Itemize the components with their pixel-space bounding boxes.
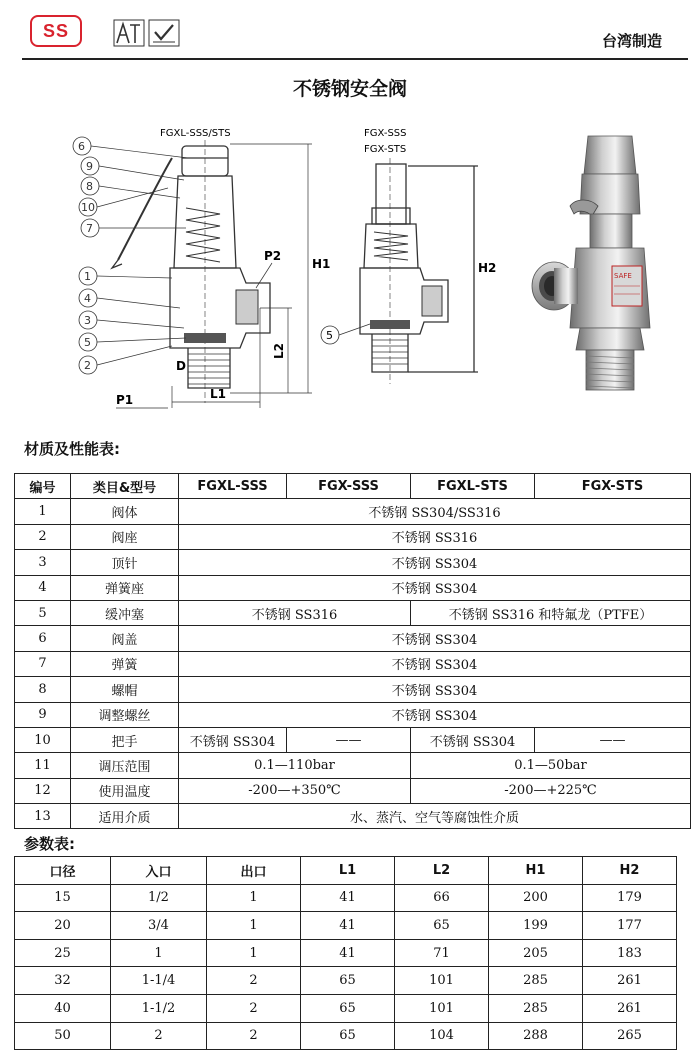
material-cell: ——: [535, 727, 691, 752]
param-cell: 205: [489, 939, 583, 967]
table-row: [15, 524, 691, 549]
part-name: 使用温度: [71, 778, 179, 803]
part-name: 缓冲塞: [71, 600, 179, 625]
callout-10: 10: [81, 201, 95, 214]
part-name: 阀体: [71, 499, 179, 524]
row-number: 7: [15, 651, 71, 676]
param-cell: 20: [15, 912, 111, 940]
material-cell: 不锈钢 SS304: [179, 677, 691, 702]
row-number: 8: [15, 677, 71, 702]
row-number: 11: [15, 753, 71, 778]
row-number: 13: [15, 804, 71, 829]
col-header: L2: [395, 857, 489, 885]
table-row: [15, 702, 691, 727]
callout-9: 9: [86, 160, 93, 173]
material-cell: 0.1—50bar: [411, 753, 691, 778]
row-number: 12: [15, 778, 71, 803]
part-name: 适用介质: [71, 804, 179, 829]
part-name: 弹簧座: [71, 575, 179, 600]
nameplate-text: SAFE: [614, 272, 632, 280]
param-cell: 50: [15, 1022, 111, 1050]
material-cell: 不锈钢 SS304/SS316: [179, 499, 691, 524]
table-row: [15, 967, 677, 995]
callout-7: 7: [86, 222, 93, 235]
material-cell: 不锈钢 SS304: [179, 727, 287, 752]
table-row: [15, 753, 691, 778]
col-header: 出口: [207, 857, 301, 885]
param-cell: 288: [489, 1022, 583, 1050]
certification-logos-icon: [113, 19, 181, 47]
row-number: 1: [15, 499, 71, 524]
table-row: [15, 1022, 677, 1050]
param-cell: 41: [301, 939, 395, 967]
label-d: D: [176, 359, 186, 373]
label-h2: H2: [478, 261, 497, 275]
param-cell: 41: [301, 912, 395, 940]
param-cell: 1/2: [111, 884, 207, 912]
material-cell: 不锈钢 SS316: [179, 600, 411, 625]
param-cell: 2: [207, 1022, 301, 1050]
fgx-caption-sts: FGX-STS: [364, 144, 407, 155]
col-header: 口径: [15, 857, 111, 885]
param-cell: 1-1/2: [111, 994, 207, 1022]
param-cell: 285: [489, 994, 583, 1022]
param-cell: 285: [489, 967, 583, 995]
col-header: FGX-STS: [535, 474, 691, 499]
material-cell: 不锈钢 SS316 和特氟龙（PTFE）: [411, 600, 691, 625]
param-cell: 65: [301, 967, 395, 995]
param-cell: 25: [15, 939, 111, 967]
materials-table: [14, 473, 691, 829]
param-cell: 15: [15, 884, 111, 912]
material-cell: 0.1—110bar: [179, 753, 411, 778]
param-cell: 66: [395, 884, 489, 912]
row-number: 2: [15, 524, 71, 549]
fgxl-section-drawing: [60, 118, 335, 418]
made-in-taiwan: 台湾制造: [601, 32, 662, 50]
table-row: [15, 499, 691, 524]
table-row: [15, 912, 677, 940]
valve-photo: [520, 128, 672, 396]
col-header: 入口: [111, 857, 207, 885]
label-h1: H1: [312, 257, 331, 271]
row-number: 5: [15, 600, 71, 625]
material-cell: -200—+225℃: [411, 778, 691, 803]
label-p2: P2: [264, 249, 282, 263]
param-cell: 32: [15, 967, 111, 995]
param-cell: 1: [207, 912, 301, 940]
param-cell: 265: [583, 1022, 677, 1050]
part-name: 弹簧: [71, 651, 179, 676]
part-name: 阀座: [71, 524, 179, 549]
callout-1: 1: [84, 270, 91, 283]
fgx-caption-sss: FGX-SSS: [364, 128, 407, 139]
part-name: 螺帽: [71, 677, 179, 702]
param-cell: 1: [207, 939, 301, 967]
label-l1: L1: [210, 387, 226, 401]
material-cell: 水、蒸汽、空气等腐蚀性介质: [179, 804, 691, 829]
table-row: [15, 677, 691, 702]
part-name: 调整螺丝: [71, 702, 179, 727]
table-row: [15, 939, 677, 967]
material-cell: 不锈钢 SS304: [179, 651, 691, 676]
parameters-table: [14, 856, 677, 1050]
part-name: 调压范围: [71, 753, 179, 778]
page-title: 不锈钢安全阀: [292, 78, 407, 100]
fgx-callout-5: 5: [326, 329, 333, 342]
param-cell: 65: [301, 994, 395, 1022]
row-number: 4: [15, 575, 71, 600]
table-row: [15, 626, 691, 651]
material-cell: 不锈钢 SS304: [179, 702, 691, 727]
param-cell: 1-1/4: [111, 967, 207, 995]
param-cell: 65: [395, 912, 489, 940]
param-cell: 2: [111, 1022, 207, 1050]
param-cell: 3/4: [111, 912, 207, 940]
callout-2: 2: [84, 359, 91, 372]
part-name: 顶针: [71, 550, 179, 575]
materials-heading: 材质及性能表:: [24, 440, 120, 458]
brand-logo: SS: [30, 15, 82, 47]
param-cell: 261: [583, 994, 677, 1022]
row-number: 10: [15, 727, 71, 752]
param-cell: 179: [583, 884, 677, 912]
part-name: 把手: [71, 727, 179, 752]
table-row: [15, 804, 691, 829]
callout-4: 4: [84, 292, 91, 305]
fgx-section-drawing: [312, 122, 497, 387]
parameters-heading: 参数表:: [24, 835, 75, 853]
material-cell: 不锈钢 SS304: [179, 626, 691, 651]
param-cell: 65: [301, 1022, 395, 1050]
callout-3: 3: [84, 314, 91, 327]
param-cell: 41: [301, 884, 395, 912]
param-cell: 261: [583, 967, 677, 995]
col-header: L1: [301, 857, 395, 885]
table-row: [15, 600, 691, 625]
param-cell: 40: [15, 994, 111, 1022]
row-number: 3: [15, 550, 71, 575]
table-row: [15, 651, 691, 676]
material-cell: 不锈钢 SS304: [179, 575, 691, 600]
parameters-header-row: [15, 857, 677, 885]
callout-6: 6: [78, 140, 85, 153]
param-cell: 104: [395, 1022, 489, 1050]
col-header: 编号: [15, 474, 71, 499]
header-divider: [22, 58, 688, 60]
table-row: [15, 994, 677, 1022]
table-row: [15, 727, 691, 752]
param-cell: 1: [207, 884, 301, 912]
material-cell: -200—+350℃: [179, 778, 411, 803]
fgxl-caption: FGXL-SSS/STS: [160, 128, 231, 139]
param-cell: 71: [395, 939, 489, 967]
param-cell: 200: [489, 884, 583, 912]
label-l2: L2: [272, 343, 286, 359]
table-row: [15, 550, 691, 575]
param-cell: 199: [489, 912, 583, 940]
material-cell: 不锈钢 SS304: [179, 550, 691, 575]
param-cell: 1: [111, 939, 207, 967]
col-header: H2: [583, 857, 677, 885]
param-cell: 2: [207, 967, 301, 995]
col-header: FGX-SSS: [287, 474, 411, 499]
callout-5: 5: [84, 336, 91, 349]
col-header: H1: [489, 857, 583, 885]
callout-8: 8: [86, 180, 93, 193]
param-cell: 183: [583, 939, 677, 967]
material-cell: 不锈钢 SS304: [411, 727, 535, 752]
material-cell: 不锈钢 SS316: [179, 524, 691, 549]
col-header: 类目&型号: [71, 474, 179, 499]
param-cell: 101: [395, 967, 489, 995]
material-cell: ——: [287, 727, 411, 752]
row-number: 9: [15, 702, 71, 727]
materials-header-row: [15, 474, 691, 499]
row-number: 6: [15, 626, 71, 651]
table-row: [15, 778, 691, 803]
col-header: FGXL-STS: [411, 474, 535, 499]
param-cell: 177: [583, 912, 677, 940]
part-name: 阀盖: [71, 626, 179, 651]
table-row: [15, 884, 677, 912]
col-header: FGXL-SSS: [179, 474, 287, 499]
param-cell: 2: [207, 994, 301, 1022]
param-cell: 101: [395, 994, 489, 1022]
label-p1: P1: [116, 393, 134, 407]
table-row: [15, 575, 691, 600]
